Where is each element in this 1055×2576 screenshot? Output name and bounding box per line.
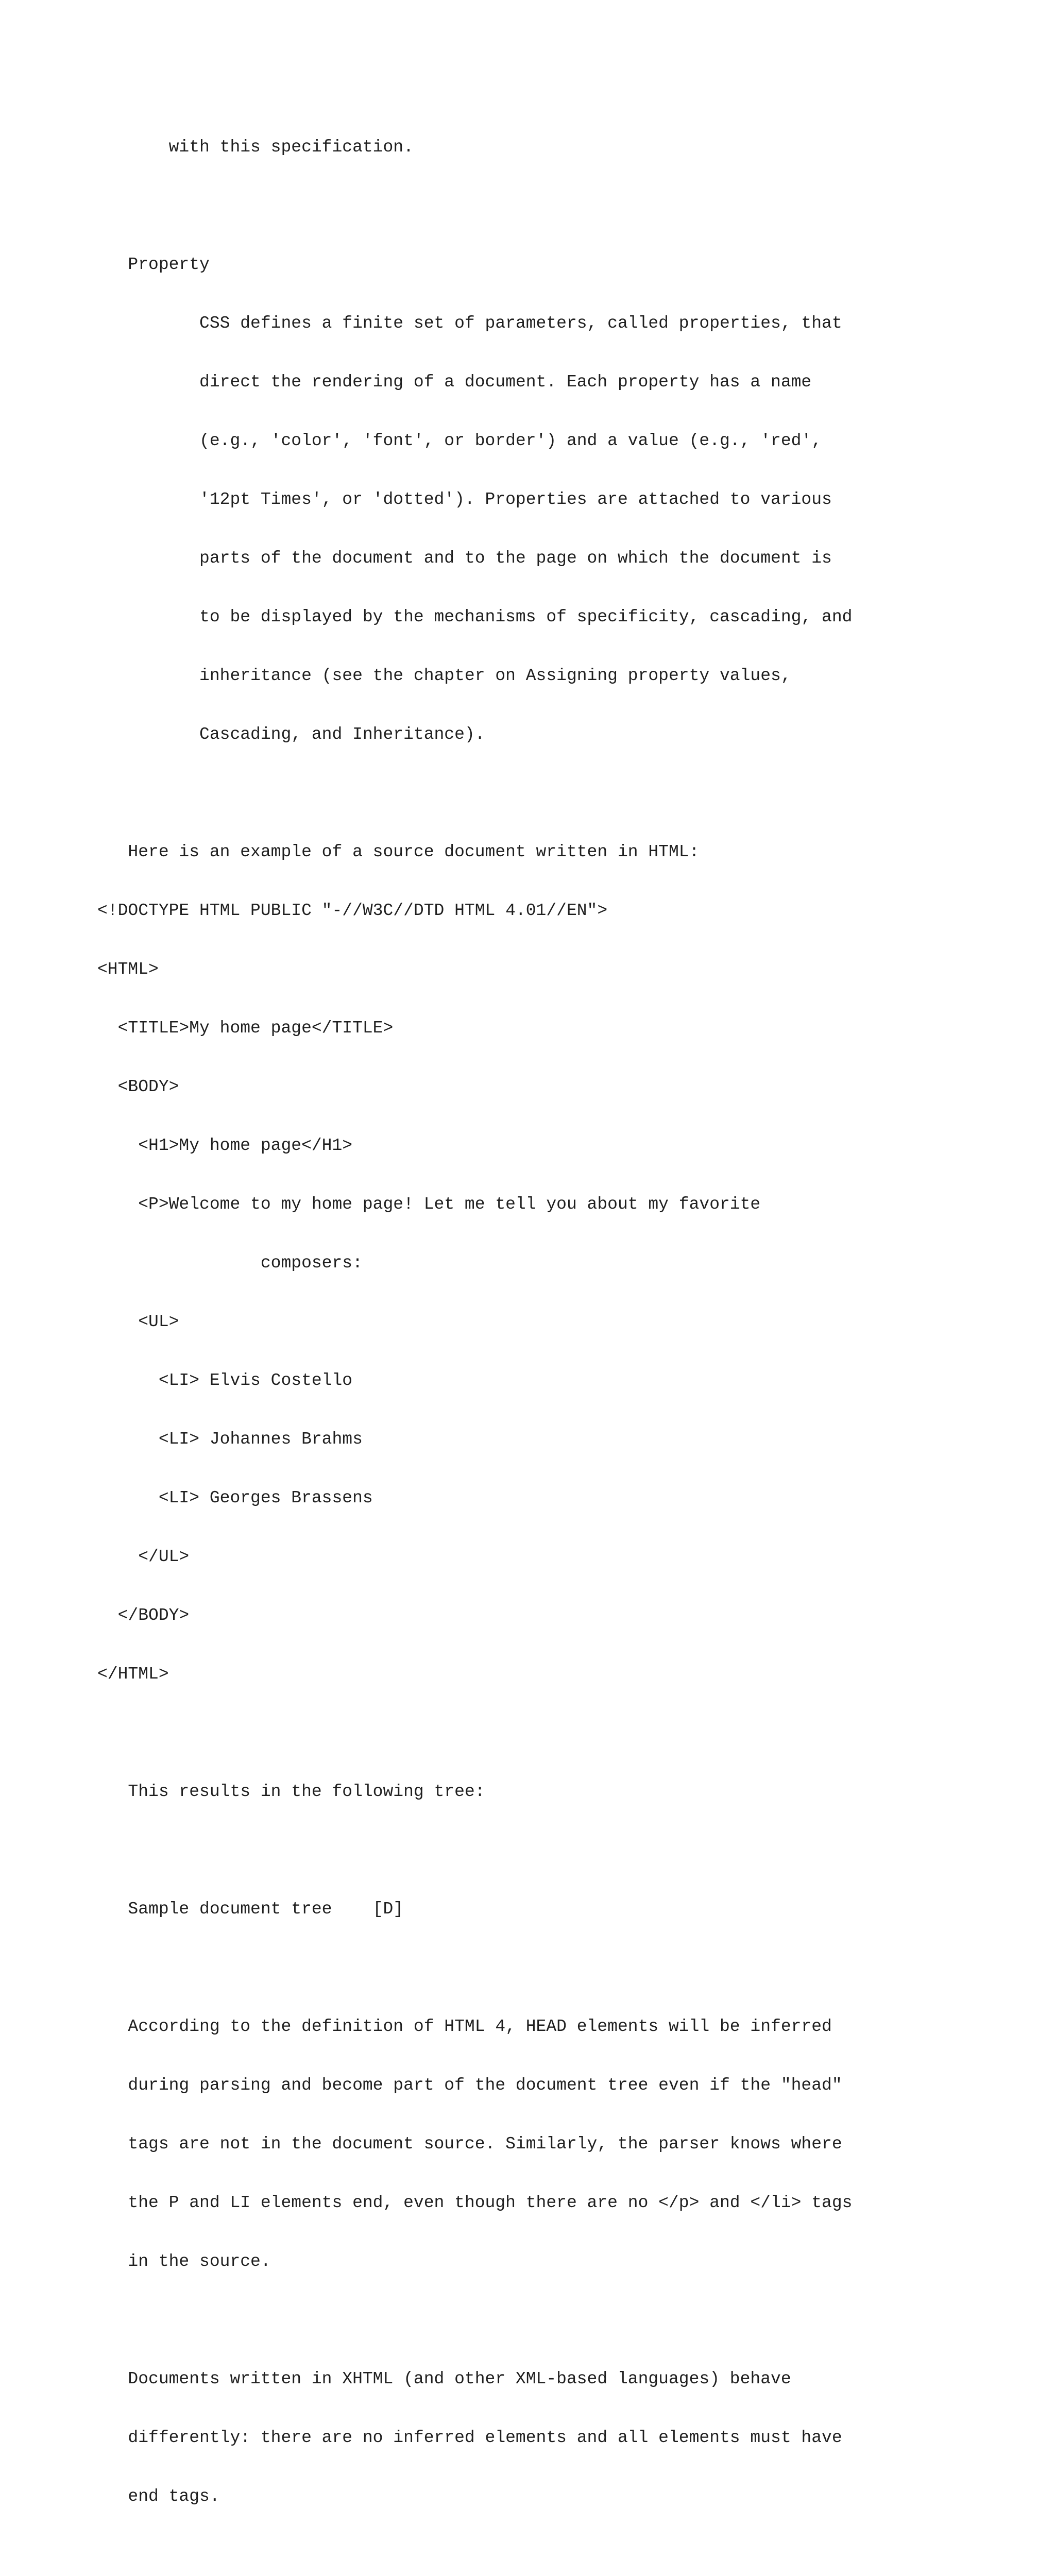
code-line: <HTML> <box>97 960 159 979</box>
text-line: tags are not in the document source. Similarly, the parser knows where <box>97 2134 842 2154</box>
text-line: end tags. <box>97 2487 220 2506</box>
text-line: According to the definition of HTML 4, HEAD elements will be inferred <box>97 2017 832 2036</box>
definition-term-property: Property <box>97 255 210 274</box>
text-line <box>97 1723 852 1743</box>
text-line: (e.g., 'color', 'font', or border') and a value (e.g., 'red', <box>97 431 822 450</box>
text-line: the P and LI elements end, even though there are no </p> and </li> tags <box>97 2193 853 2212</box>
code-line: </UL> <box>97 1547 190 1566</box>
text-line: This results in the following tree: <box>97 1782 485 1801</box>
code-line: </BODY> <box>97 1606 190 1625</box>
code-line: <TITLE>My home page</TITLE> <box>97 1019 394 1038</box>
text-line: to be displayed by the mechanisms of specificity, cascading, and <box>97 607 853 626</box>
code-line: composers: <box>97 1253 363 1273</box>
text-line: parts of the document and to the page on which the document is <box>97 549 832 568</box>
code-line: <LI> Johannes Brahms <box>97 1430 363 1449</box>
figure-placeholder: Sample document tree [D] <box>97 1900 404 1919</box>
text-line: with this specification. <box>97 138 414 157</box>
text-line: in the source. <box>97 2252 271 2271</box>
document-text <box>97 98 852 2576</box>
text-line: CSS defines a finite set of parameters, called properties, that <box>97 314 842 333</box>
text-line: Cascading, and Inheritance). <box>97 725 485 744</box>
code-line: <P>Welcome to my home page! Let me tell you about my favorite <box>97 1195 761 1214</box>
text-line <box>97 2311 852 2330</box>
code-line: <!DOCTYPE HTML PUBLIC "-//W3C//DTD HTML 4.01//EN"> <box>97 901 608 920</box>
text-line: during parsing and become part of the document tree even if the "head" <box>97 2076 842 2095</box>
text-line: differently: there are no inferred elements and all elements must have <box>97 2428 842 2447</box>
text-line: Documents written in XHTML (and other XML-based languages) behave <box>97 2369 791 2388</box>
text-line <box>97 1958 852 1978</box>
text-line <box>97 2546 852 2565</box>
code-line: <UL> <box>97 1312 179 1331</box>
text-line <box>97 196 852 216</box>
code-line: <BODY> <box>97 1077 179 1096</box>
code-line: <LI> Georges Brassens <box>97 1488 373 1507</box>
code-line: <H1>My home page</H1> <box>97 1136 353 1155</box>
text-line: Here is an example of a source document written in HTML: <box>97 842 700 861</box>
text-line: direct the rendering of a document. Each property has a name <box>97 372 812 392</box>
text-line: '12pt Times', or 'dotted'). Properties are attached to various <box>97 490 832 509</box>
code-line: </HTML> <box>97 1665 169 1684</box>
text-line: inheritance (see the chapter on Assigning property values, <box>97 666 791 685</box>
code-line: <LI> Elvis Costello <box>97 1371 353 1390</box>
text-line <box>97 1841 852 1860</box>
text-line <box>97 784 852 803</box>
